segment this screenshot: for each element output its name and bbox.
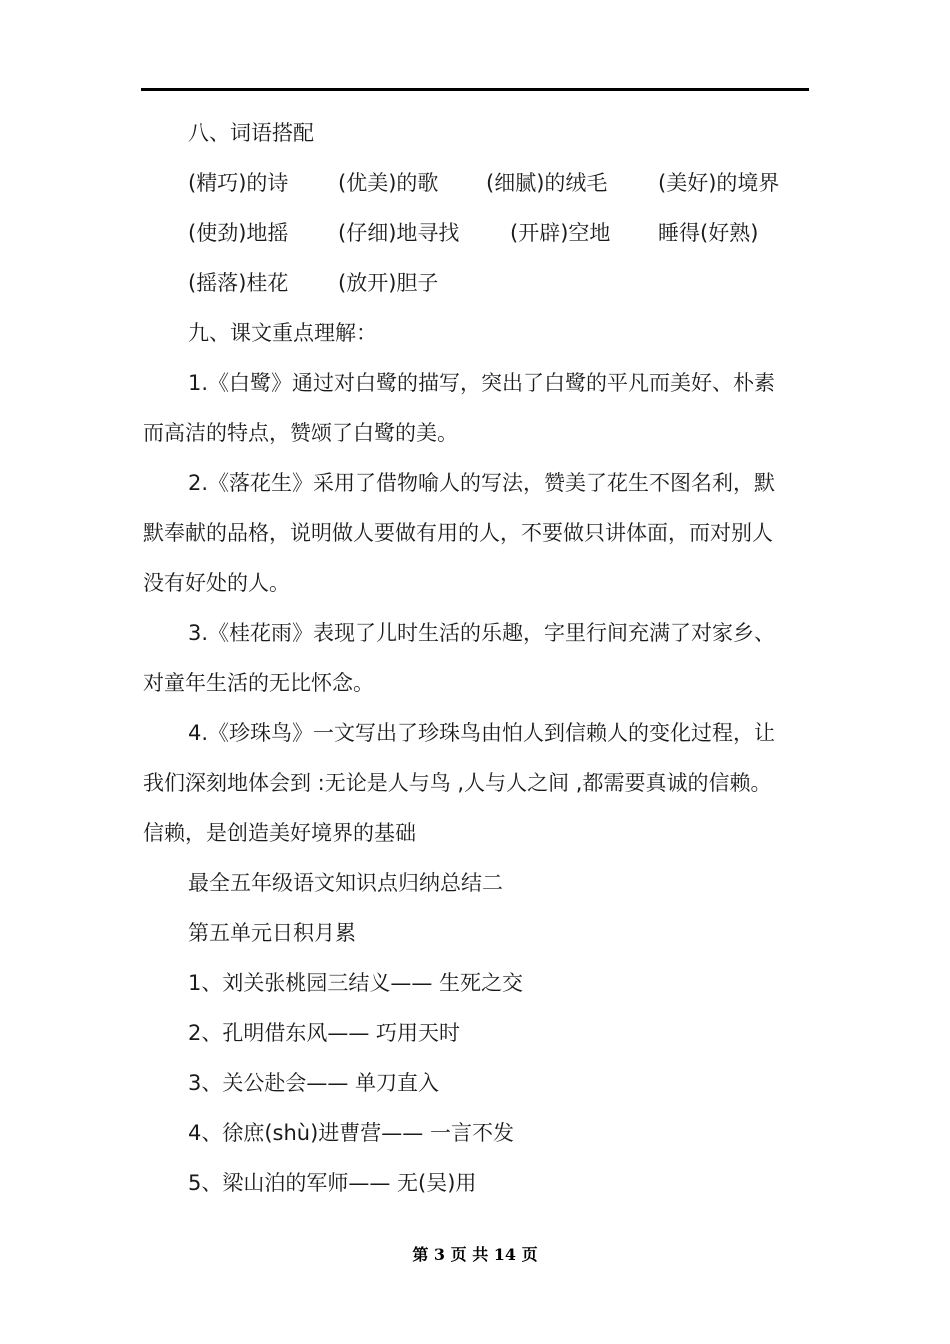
list-item: 5、梁山泊的军师—— 无(吴)用	[188, 1171, 477, 1195]
collocation-item: (放开)胆子	[338, 271, 439, 295]
paragraph-bailu-line-1: 1.《白鹭》通过对白鹭的描写，突出了白鹭的平凡而美好、朴素	[188, 371, 776, 395]
paragraph-luohuasheng-line-3: 没有好处的人。	[143, 571, 290, 595]
list-item: 3、关公赴会—— 单刀直入	[188, 1071, 440, 1095]
collocation-row-2	[143, 208, 808, 258]
section-heading-word-collocation: 八、词语搭配	[188, 121, 314, 145]
paragraph-zhenzhuniao-line-1: 4.《珍珠鸟》一文写出了珍珠鸟由怕人到信赖人的变化过程，让	[188, 721, 776, 745]
document-body	[143, 108, 808, 1208]
list-item: 2、孔明借东风—— 巧用天时	[188, 1021, 461, 1045]
collocation-item: (优美)的歌	[338, 171, 439, 195]
list-item: 1、刘关张桃园三结义—— 生死之交	[188, 971, 524, 995]
paragraph-bailu-line-2: 而高洁的特点，赞颂了白鹭的美。	[143, 421, 458, 445]
section-heading-unit5: 第五单元日积月累	[188, 921, 356, 945]
collocation-item: (使劲)地摇	[188, 221, 289, 245]
collocation-row-3	[143, 258, 808, 308]
paragraph-zhenzhuniao-line-3: 信赖，是创造美好境界的基础	[143, 821, 416, 845]
summary-title: 最全五年级语文知识点归纳总结二	[188, 871, 503, 895]
collocation-item: (开辟)空地	[510, 221, 611, 245]
paragraph-guihuayu-line-2: 对童年生活的无比怀念。	[143, 671, 374, 695]
collocation-item: (精巧)的诗	[188, 171, 289, 195]
paragraph-guihuayu-line-1: 3.《桂花雨》表现了儿时生活的乐趣，字里行间充满了对家乡、	[188, 621, 776, 645]
header-rule	[141, 88, 809, 91]
collocation-item: 睡得(好熟)	[658, 221, 759, 245]
collocation-item: (仔细)地寻找	[338, 221, 460, 245]
list-item: 4、徐庶(shù)进曹营—— 一言不发	[188, 1121, 514, 1145]
collocation-item: (美好)的境界	[658, 171, 780, 195]
section-heading-text-understanding: 九、课文重点理解：	[188, 321, 377, 345]
page-number-footer: 第 3 页 共 14 页	[412, 1245, 538, 1264]
collocation-item: (细腻)的绒毛	[486, 171, 608, 195]
paragraph-luohuasheng-line-1: 2.《落花生》采用了借物喻人的写法，赞美了花生不图名利，默	[188, 471, 776, 495]
paragraph-luohuasheng-line-2: 默奉献的品格，说明做人要做有用的人，不要做只讲体面，而对别人	[143, 521, 773, 545]
collocation-row-1	[143, 158, 808, 208]
collocation-item: (摇落)桂花	[188, 271, 289, 295]
paragraph-zhenzhuniao-line-2: 我们深刻地体会到 :无论是人与鸟 ,人与人之间 ,都需要真诚的信赖。	[143, 771, 772, 795]
